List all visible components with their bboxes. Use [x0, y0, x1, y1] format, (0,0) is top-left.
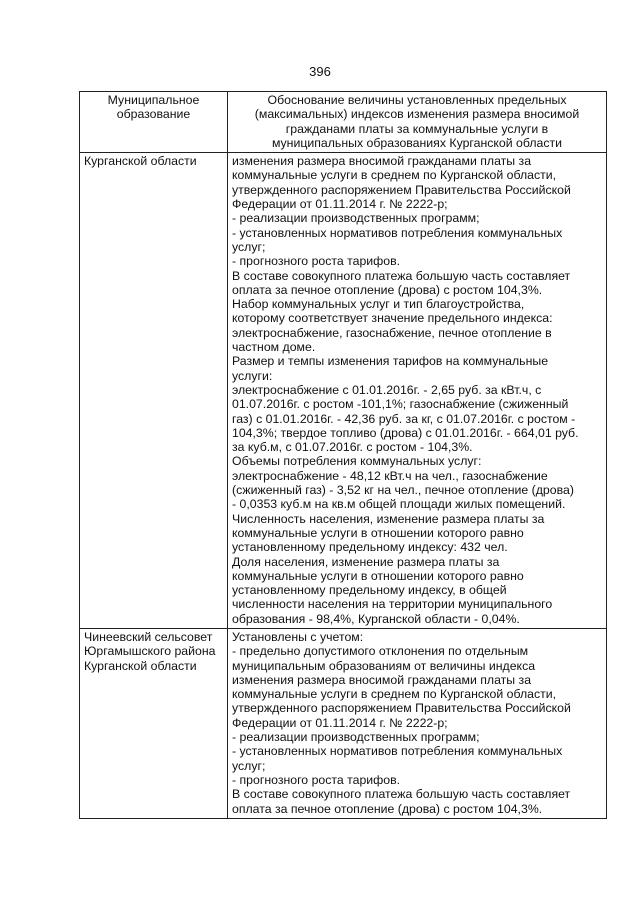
justification-cell [228, 153, 607, 629]
justification-line: услуги: [232, 368, 273, 383]
justification-cell [228, 628, 607, 818]
justification-line: Федерации от 01.11.2014 г. № 2222-р; [232, 715, 448, 730]
justification-line: за куб.м, с 01.07.2016г. с ростом - 104,3%. [232, 440, 473, 455]
justification-line: услуг; [232, 239, 266, 254]
table-row [80, 153, 607, 629]
page-number: 396 [309, 64, 331, 79]
justification-line: Доля населения, изменение размера платы за [232, 554, 500, 569]
municipality-line: Курганской области [84, 154, 197, 169]
justification-line: электроснабжение, газоснабжение, печное отопление в [232, 325, 552, 340]
justification-line: электроснабжение с 01.01.2016г. - 2,65 руб. за кВт.ч, с [232, 382, 542, 397]
municipality-cell [80, 153, 228, 629]
municipality-line: Юргамышского района [84, 644, 216, 659]
justification-line: 01.07.2016г. с ростом -101,1%; газоснабжение (сжиженный [232, 397, 569, 412]
municipality-line: Курганской области [84, 658, 197, 673]
justification-line: установленному предельному индексу: 432 чел. [232, 540, 508, 555]
justification-line: В составе совокупного платежа большую часть составляет [232, 268, 571, 283]
justification-line: Установлены с учетом: [232, 629, 364, 644]
justification-line: электроснабжение - 48,12 кВт.ч на чел., газоснабжение [232, 468, 548, 483]
justification-line: утвержденного распоряжением Правительства Российской [232, 701, 571, 716]
header-municipality [80, 92, 228, 153]
header-text-line: (максимальных) индексов изменения размера вносимой [254, 107, 580, 122]
justification-line: изменения размера вносимой гражданами платы за [232, 154, 532, 169]
justification-line: Объемы потребления коммунальных услуг: [232, 454, 482, 469]
justification-line: которому соответствует значение предельного индекса: [232, 311, 553, 326]
justification-line: - реализации производственных программ; [232, 211, 480, 226]
justification-line: частном доме. [232, 340, 316, 355]
justification-line: - установленных нормативов потребления коммунальных [232, 225, 563, 240]
justification-line: коммунальные услуги в среднем по Курганской области, [232, 168, 557, 183]
justification-line: образования - 98,4%, Курганской области - 0,04%. [232, 611, 520, 626]
justification-line: - прогнозного роста тарифов. [232, 254, 401, 269]
header-justification [228, 92, 607, 153]
justification-line: В составе совокупного платежа большую часть составляет [232, 787, 571, 802]
justification-line: коммунальные услуги в отношении которого равно [232, 568, 524, 583]
justification-line: Численность населения, изменение размера платы за [232, 511, 545, 526]
justification-line: коммунальные услуги в отношении которого равно [232, 525, 524, 540]
municipality-cell [80, 628, 228, 818]
header-text-line: Муниципальное [107, 93, 200, 107]
justification-line: Размер и темпы изменения тарифов на коммунальные [232, 354, 549, 369]
justification-line: - 0,0353 куб.м на кв.м общей площади жилых помещений. [232, 497, 566, 512]
table-header-row [80, 92, 607, 153]
justification-line: - реализации производственных программ; [232, 730, 480, 745]
justification-line: - установленных нормативов потребления коммунальных [232, 744, 563, 759]
justification-line: Федерации от 01.11.2014 г. № 2222-р; [232, 197, 448, 212]
justification-line: газ) с 01.01.2016г. - 42,36 руб. за кг, с 01.07.2016г. с ростом - [232, 411, 576, 426]
justification-line: оплата за печное отопление (дрова) с ростом 104,3%. [232, 282, 543, 297]
justification-line: - прогнозного роста тарифов. [232, 772, 401, 787]
justification-line: коммунальные услуги в среднем по Курганской области, [232, 687, 557, 702]
justification-line: Набор коммунальных услуг и тип благоустройства, [232, 297, 525, 312]
justification-line: оплата за печное отопление (дрова) с ростом 104,3%. [232, 801, 543, 816]
header-text-line: Обоснование величины установленных предельных [267, 93, 567, 107]
table-row [80, 628, 607, 818]
header-text-line: гражданами платы за коммунальные услуги в [285, 121, 549, 136]
justification-line: установленному предельному индексу, в общей [232, 583, 507, 598]
header-text-line: муниципальных образованиях Курганской области [271, 135, 563, 150]
justification-line: численности населения на территории муниципального [232, 597, 553, 612]
municipality-line: Чинеевский сельсовет [84, 629, 213, 644]
justification-line: муниципальным образованиям от величины индекса [232, 658, 536, 673]
justification-line: изменения размера вносимой гражданами платы за [232, 672, 532, 687]
header-text-line: образование [116, 107, 191, 122]
justification-line: (сжиженный газ) - 3,52 кг на чел., печное отопление (дрова) [232, 483, 574, 498]
justification-table [79, 91, 607, 819]
justification-line: услуг; [232, 758, 266, 773]
justification-line: 104,3%; твердое топливо (дрова) с 01.01.2016г. - 664,01 руб. [232, 425, 579, 440]
justification-line: - предельно допустимого отклонения по отдельным [232, 644, 529, 659]
justification-line: утвержденного распоряжением Правительства Российской [232, 182, 571, 197]
